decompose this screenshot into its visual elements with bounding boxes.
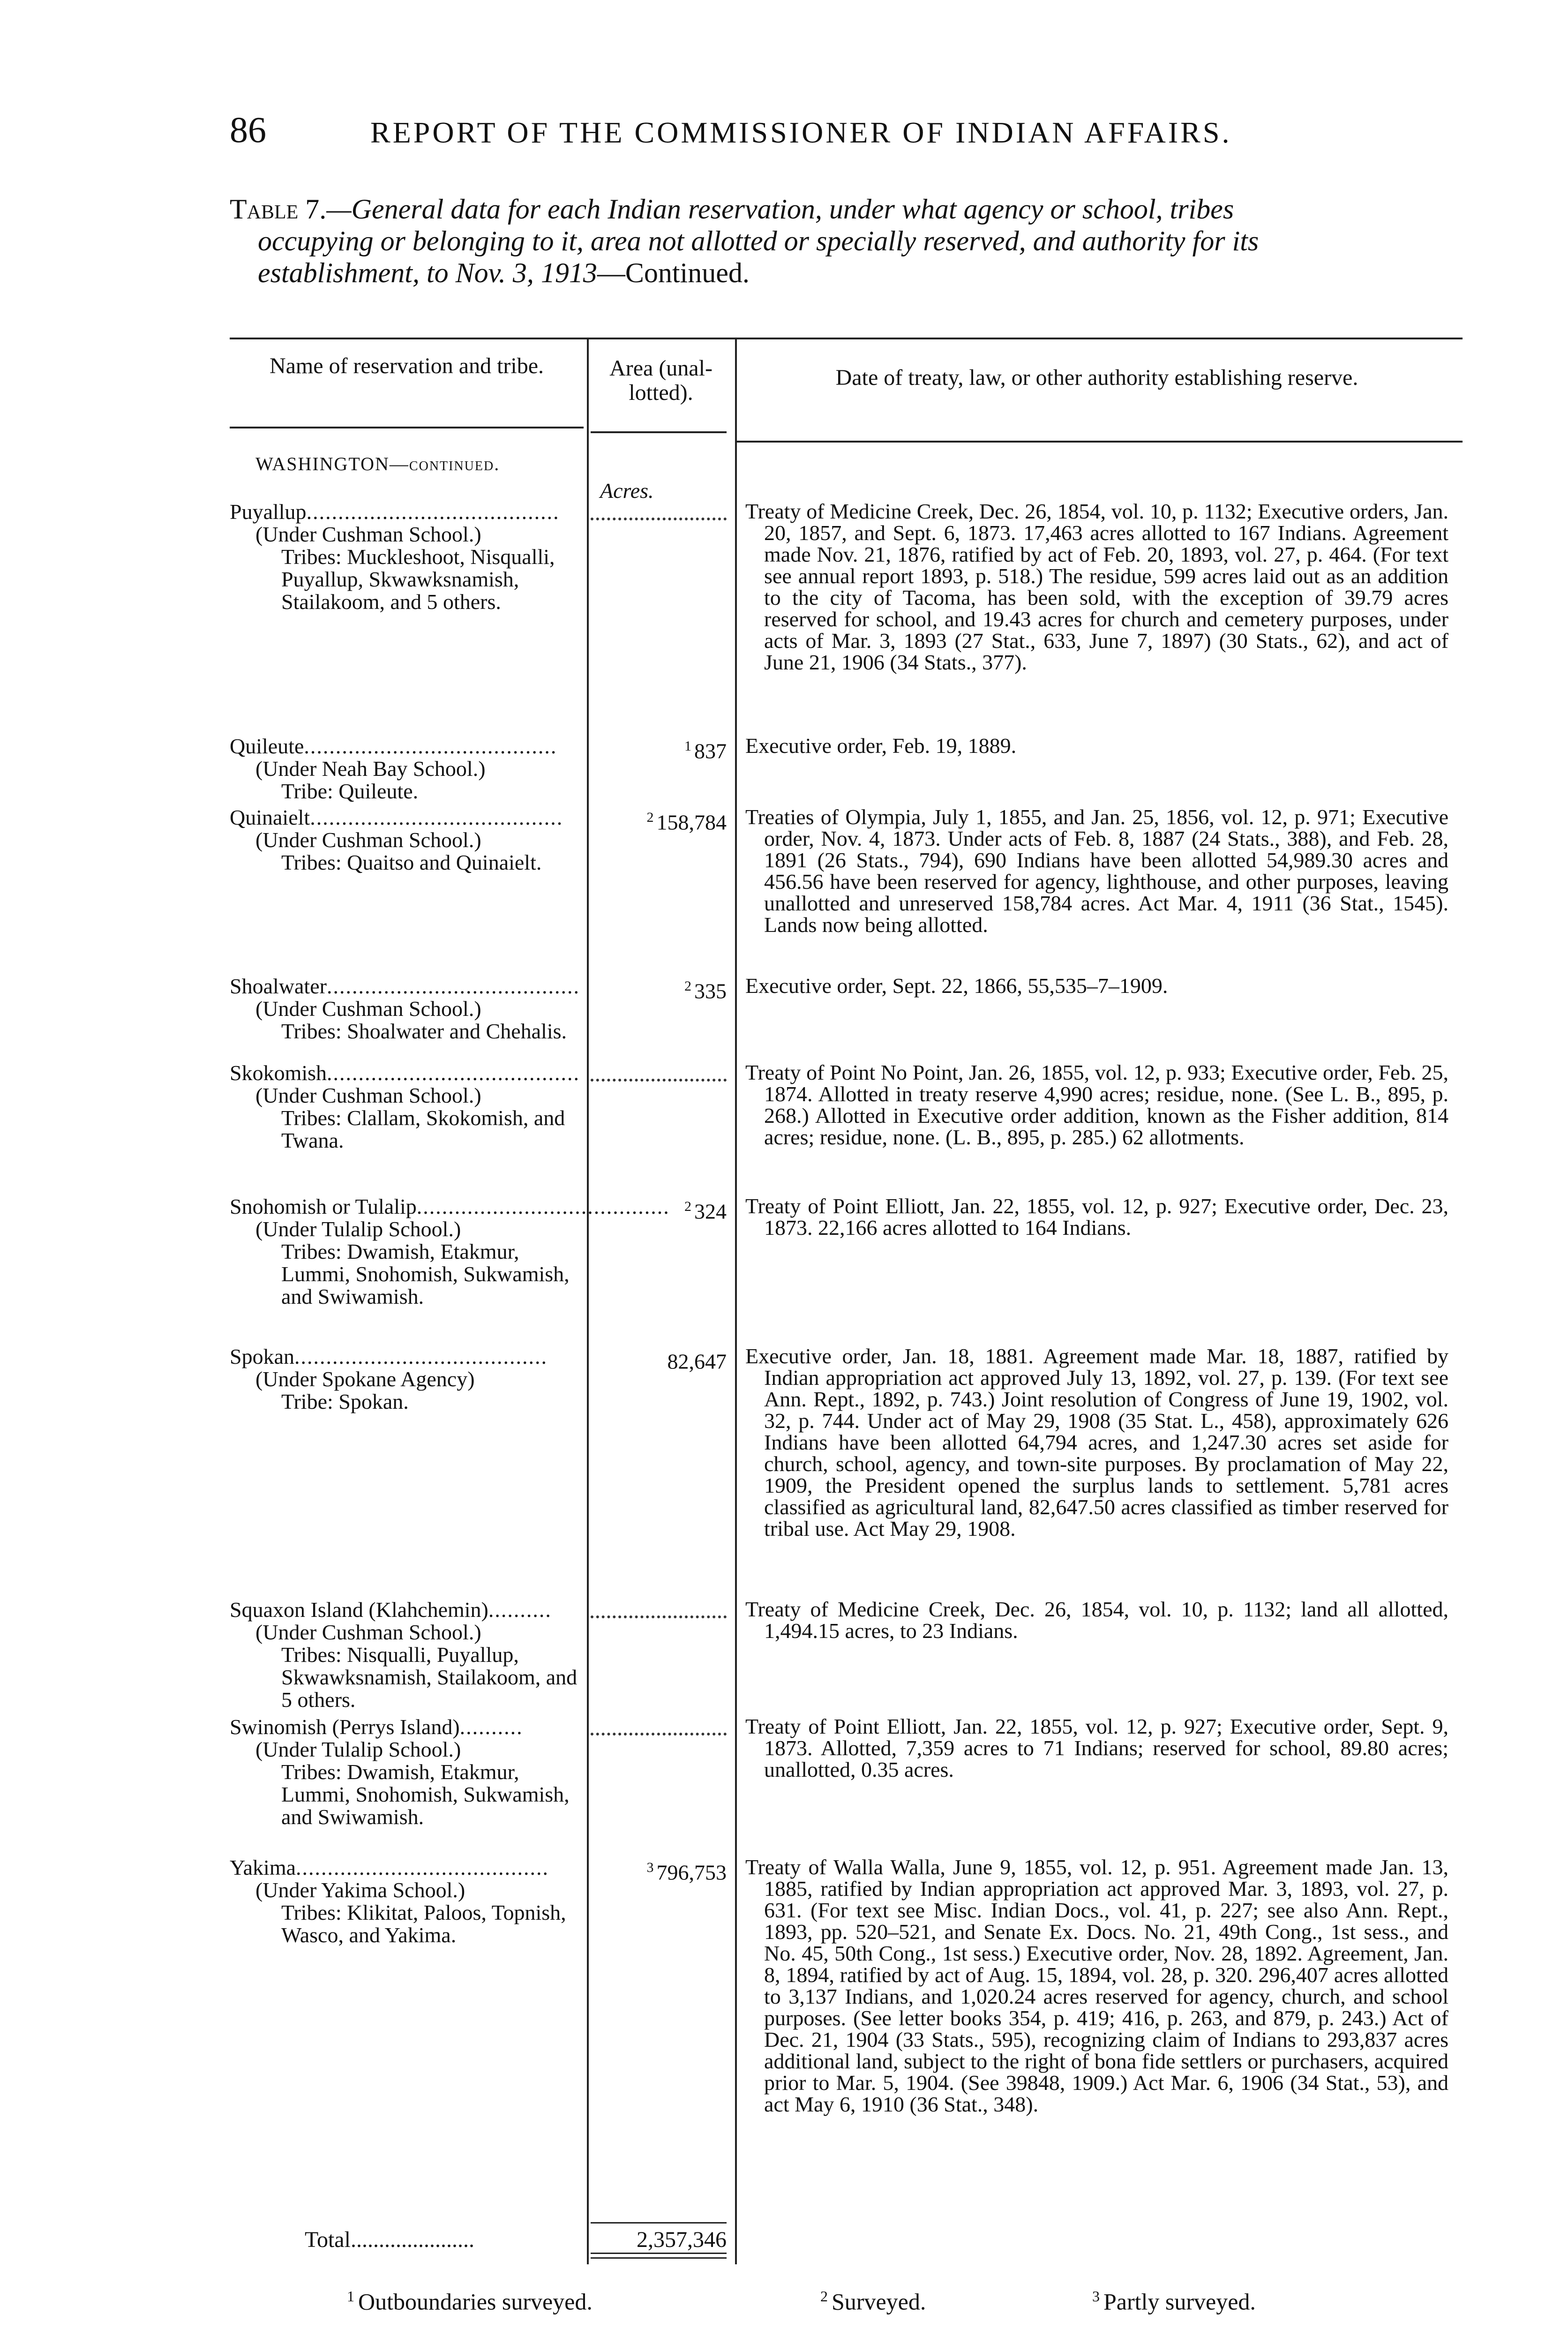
area-footnote-mark: 1 <box>684 738 691 754</box>
caption-text-3: establishment, to Nov. 3, 1913 <box>258 257 597 288</box>
authority-text: Executive order, Feb. 19, 1889. <box>745 734 1017 758</box>
col-divider-2 <box>735 338 737 2264</box>
reservation-name-cell: Swinomish (Perrys Island).......... (Under Tulalip School.) Tribes: Dwamish, Etakmur, Lummi, Snohomish, Sukwamish, and Swiwamish. <box>230 1716 584 1828</box>
area-value-cell <box>591 806 727 834</box>
column-header-name: Name of reservation and tribe. <box>269 353 544 378</box>
reservation-name-cell: Spokan........................................ (Under Spokane Agency) Tribe: Spokan. <box>230 1345 584 1413</box>
authority-text: Treaty of Medicine Creek, Dec. 26, 1854, vol. 10, p. 1132; Executive orders, Jan. 20, 1857, and Sept. 6, 1873. 17,463 acres allotted to 167 Indians. Agreement made Nov. 21, 1876, ratified by act of Feb. 20, 1893, vol. 27, p. 464. (For text see annual report 1893, p. 518.) The residue, 599 acres laid out as an addition to the city of Tacoma, has been sold, with the exception of 39.79 acres reserved for school, and 19.43 acres for church and cemetery purposes, under acts of Mar. 3, 1893 (27 Stat., 633, June 7, 1897) (30 Stats., 62), and act of June 21, 1906 (34 Stats., 377). <box>745 499 1448 674</box>
col-divider-1 <box>587 338 589 2264</box>
reservation-name-cell: Snohomish or Tulalip........................................ (Under Tulalip School.) Tribes: Dwamish, Etakmur, Lummi, Snohomish, Sukwamish, and Swiwamish. <box>230 1195 670 1308</box>
total-rule-top <box>591 2222 727 2224</box>
footnote-mark: 1 <box>347 2288 354 2305</box>
footnote-mark: 3 <box>1092 2288 1100 2305</box>
reservation-name-cell: Shoalwater........................................ (Under Cushman School.) Tribes: Shoalwater and Chehalis. <box>230 975 584 1043</box>
reservation-school: (Under Tulalip School.) <box>255 1737 461 1761</box>
total-label: Total...................... <box>305 2227 474 2252</box>
reservation-tribes: Tribes: Dwamish, Etakmur, Lummi, Snohomish, Sukwamish, and Swiwamish. <box>281 1240 570 1308</box>
reservation-name: Skokomish <box>230 1061 327 1085</box>
caption-lead: Table 7. <box>230 194 327 225</box>
reservation-name: Yakima <box>230 1856 296 1879</box>
reservation-tribes: Tribe: Spokan. <box>281 1390 409 1413</box>
footnote-text: Surveyed. <box>832 2288 926 2315</box>
reservation-school: (Under Cushman School.) <box>255 1083 481 1107</box>
authority-text: Treaty of Point Elliott, Jan. 22, 1855, vol. 12, p. 927; Executive order, Dec. 23, 1873. 22,166 acres allotted to 164 Indians. <box>745 1194 1448 1240</box>
authority-text: Treaty of Medicine Creek, Dec. 26, 1854, vol. 10, p. 1132; land all allotted, 1,494.15 acres, to 23 Indians. <box>745 1597 1448 1643</box>
reservation-tribes: Tribes: Clallam, Skokomish, and Twana. <box>281 1106 565 1152</box>
reservation-name: Spokan <box>230 1345 294 1368</box>
column-header-authority: Date of treaty, law, or other authority establishing reserve. <box>835 365 1358 390</box>
reservation-school: (Under Neah Bay School.) <box>255 757 486 781</box>
authority-cell <box>745 1856 1448 2115</box>
page-header <box>230 109 1345 160</box>
area-leader-dots <box>591 1079 727 1082</box>
area-value-cell <box>591 1856 727 1884</box>
area-value-cell <box>591 975 727 1002</box>
reservation-tribes: Tribe: Quileute. <box>281 779 419 803</box>
reservation-school: (Under Yakima School.) <box>255 1878 465 1902</box>
reservation-school: (Under Cushman School.) <box>255 522 481 546</box>
footnote <box>1092 2288 1256 2315</box>
reservation-tribes: Tribes: Nisqualli, Puyallup, Skwawksnamish, Stailakoom, and 5 others. <box>281 1643 578 1712</box>
reservation-school: (Under Cushman School.) <box>255 997 481 1021</box>
area-leader-dots <box>591 1733 727 1735</box>
reservation-name: Shoalwater <box>230 974 327 998</box>
reservation-name: Swinomish (Perrys Island) <box>230 1715 460 1739</box>
authority-text: Executive order, Sept. 22, 1866, 55,535–7–1909. <box>745 974 1168 998</box>
reservation-name-cell: Squaxon Island (Klahchemin).......... (Under Cushman School.) Tribes: Nisqualli, Puyallup, Skwawksnamish, Stailakoom, and 5 others. <box>230 1599 584 1711</box>
area-footnote-mark: 3 <box>646 1860 654 1875</box>
caption-text-2: occupying or belonging to it, area not allotted or specially reserved, and authority for its <box>258 225 1259 256</box>
header-rule-area <box>591 431 727 433</box>
authority-cell <box>745 735 1448 757</box>
page-number: 86 <box>230 109 266 150</box>
total-rule-bottom-1 <box>591 2253 727 2254</box>
footnote <box>820 2288 926 2315</box>
authority-text: Treaties of Olympia, July 1, 1855, and Jan. 25, 1856, vol. 12, p. 971; Executive order, Nov. 4, 1873. Under acts of Feb. 8, 1887 (24 Stats., 388), and Feb. 28, 1891 (26 Stats., 794), 690 Indians have been allotted 54,989.30 acres and 456.56 have been reserved for agency, lighthouse, and other purposes, leaving unallotted and unreserved 158,784 acres. Act Mar. 4, 1911 (36 Stat., 1545). Lands now being allotted. <box>745 805 1448 937</box>
area-leader-dots <box>591 1615 727 1618</box>
reservation-name: Squaxon Island (Klahchemin) <box>230 1598 488 1622</box>
authority-cell <box>745 1716 1448 1781</box>
reservation-name: Puyallup <box>230 500 307 524</box>
total-rule-bottom-2 <box>591 2257 727 2259</box>
total-row <box>230 2227 745 2260</box>
authority-cell <box>745 1345 1448 1540</box>
area-value-cell <box>591 1345 727 1373</box>
authority-cell <box>745 1062 1448 1148</box>
reservation-name-cell: Quinaielt........................................ (Under Cushman School.) Tribes: Quaitso and Quinaielt. <box>230 806 584 874</box>
authority-text: Treaty of Point No Point, Jan. 26, 1855, vol. 12, p. 933; Executive order, Feb. 25, 1874. Allotted in treaty reserve 4,990 acres; residue, none. (See L. B., 895, p. 268.) Allotted in Executive order addition, known as the Fisher addition, 814 acres; residue, none. (L. B., 895, p. 285.) 62 allotments. <box>745 1060 1448 1149</box>
footnote-text: Partly surveyed. <box>1103 2288 1256 2315</box>
authority-cell <box>745 1195 1448 1239</box>
reservation-name-cell: Skokomish........................................ (Under Cushman School.) Tribes: Clallam, Skokomish, and Twana. <box>230 1062 584 1152</box>
reservation-tribes: Tribes: Dwamish, Etakmur, Lummi, Snohomish, Sukwamish, and Swiwamish. <box>281 1760 570 1829</box>
column-header-area: Area (unal- lotted). <box>609 356 713 405</box>
area-value: 324 <box>694 1199 727 1224</box>
authority-text: Treaty of Walla Walla, June 9, 1855, vol. 12, p. 951. Agreement made Jan. 13, 1885, ratified by Indian appropriation act approved Mar. 3, 1893, vol. 27, p. 631. (For text see Misc. Indian Docs., vol. 41, p. 227; see also Ann. Rept., 1893, pp. 520–521, and Senate Ex. Docs. No. 21, 49th Cong., 1st sess., and No. 45, 50th Cong., 1st sess.) Executive order, Nov. 28, 1892. Agreement, Jan. 8, 1894, ratified by act of Aug. 15, 1894, vol. 28, p. 320. 296,407 acres allotted to 3,137 Indians, and 1,020.24 acres reserved for agency, church, and school purposes. (See letter books 354, p. 419; 416, p. 263, and 879, p. 243.) Act of Dec. 21, 1904 (33 Stats., 595), recognizing claim of Indians to 293,837 acres additional land, subject to the right of bona fide settlers or purchasers, acquired prior to Mar. 5, 1904. (See 39848, 1909.) Act Mar. 6, 1906 (34 Stat., 53), and act May 6, 1910 (36 Stat., 348). <box>745 1855 1448 2116</box>
area-footnote-mark: 2 <box>684 978 691 994</box>
footnote <box>347 2288 593 2315</box>
table-caption <box>230 193 1467 289</box>
area-unit: Acres. <box>600 479 654 503</box>
area-value: 837 <box>694 739 727 763</box>
reservation-table <box>230 338 1463 2278</box>
footnote-text: Outboundaries surveyed. <box>358 2288 593 2315</box>
reservation-name-cell: Quileute........................................ (Under Neah Bay School.) Tribe: Quileute. <box>230 735 584 803</box>
header-rule-name <box>230 427 584 428</box>
area-footnote-mark: 2 <box>646 810 654 825</box>
header-rule-auth <box>736 441 1463 443</box>
area-value-cell <box>591 1195 727 1223</box>
reservation-school: (Under Cushman School.) <box>255 1620 481 1644</box>
area-value-cell <box>591 735 727 762</box>
area-value: 796,753 <box>656 1860 727 1885</box>
running-title: REPORT OF THE COMMISSIONER OF INDIAN AFFAIRS. <box>370 116 1232 149</box>
area-value: 158,784 <box>656 810 727 834</box>
area-value: 82,647 <box>667 1349 727 1374</box>
reservation-school: (Under Spokane Agency) <box>255 1367 475 1391</box>
state-heading: WASHINGTON—continued. <box>255 453 500 474</box>
authority-text: Executive order, Jan. 18, 1881. Agreement made Mar. 18, 1887, ratified by Indian appropriation act approved July 13, 1892, vol. 27, p. 139. (For text see Ann. Rept., 1892, p. 743.) Joint resolution of Congress of June 19, 1902, vol. 32, p. 744. Under act of May 29, 1908 (35 Stat. L., 458), approximately 626 Indians have been allotted 64,794 acres, and 1,247.30 acres set aside for church, school, agency, and town-site purposes. By proclamation of May 22, 1909, the President opened the surplus lands to settlement. 5,781 acres classified as agricultural land, 82,647.50 acres classified as timber reserved for tribal use. Act May 29, 1908. <box>745 1344 1448 1540</box>
area-value: 335 <box>694 979 727 1003</box>
authority-cell <box>745 1599 1448 1642</box>
authority-text: Treaty of Point Elliott, Jan. 22, 1855, vol. 12, p. 927; Executive order, Sept. 9, 1873. Allotted, 7,359 acres to 71 Indians; reserved for school, 89.80 acres; unallotted, 0.35 acres. <box>745 1714 1448 1781</box>
authority-cell <box>745 806 1448 936</box>
reservation-name-cell: Yakima........................................ (Under Yakima School.) Tribes: Klikitat, Paloos, Topnish, Wasco, and Yakima. <box>230 1856 584 1946</box>
caption-text-1: —General data for each Indian reservation, under what agency or school, tribes <box>326 194 1234 225</box>
authority-cell <box>745 501 1448 673</box>
reservation-school: (Under Cushman School.) <box>255 828 481 852</box>
reservation-tribes: Tribes: Quaitso and Quinaielt. <box>281 850 542 874</box>
footnote-mark: 2 <box>820 2288 828 2305</box>
reservation-name: Quileute <box>230 734 304 758</box>
reservation-name: Quinaielt <box>230 805 310 829</box>
reservation-tribes: Tribes: Klikitat, Paloos, Topnish, Wasco, and Yakima. <box>281 1901 566 1947</box>
reservation-school: (Under Tulalip School.) <box>255 1217 461 1241</box>
total-value: 2,357,346 <box>637 2227 727 2252</box>
reservation-name: Snohomish or Tulalip <box>230 1195 417 1218</box>
reservation-tribes: Tribes: Shoalwater and Chehalis. <box>281 1019 567 1043</box>
authority-cell <box>745 975 1448 997</box>
area-leader-dots <box>591 518 727 520</box>
area-footnote-mark: 2 <box>684 1199 691 1214</box>
caption-continued: —Continued. <box>597 257 750 288</box>
table-top-rule <box>230 338 1463 339</box>
reservation-tribes: Tribes: Muckleshoot, Nisqualli, Puyallup, Skwawksnamish, Stailakoom, and 5 others. <box>281 545 555 614</box>
reservation-name-cell: Puyallup........................................ (Under Cushman School.) Tribes: Muckleshoot, Nisqualli, Puyallup, Skwawksnamish, Stailakoom, and 5 others. <box>230 501 584 613</box>
total-label-text: Total <box>305 2227 351 2252</box>
